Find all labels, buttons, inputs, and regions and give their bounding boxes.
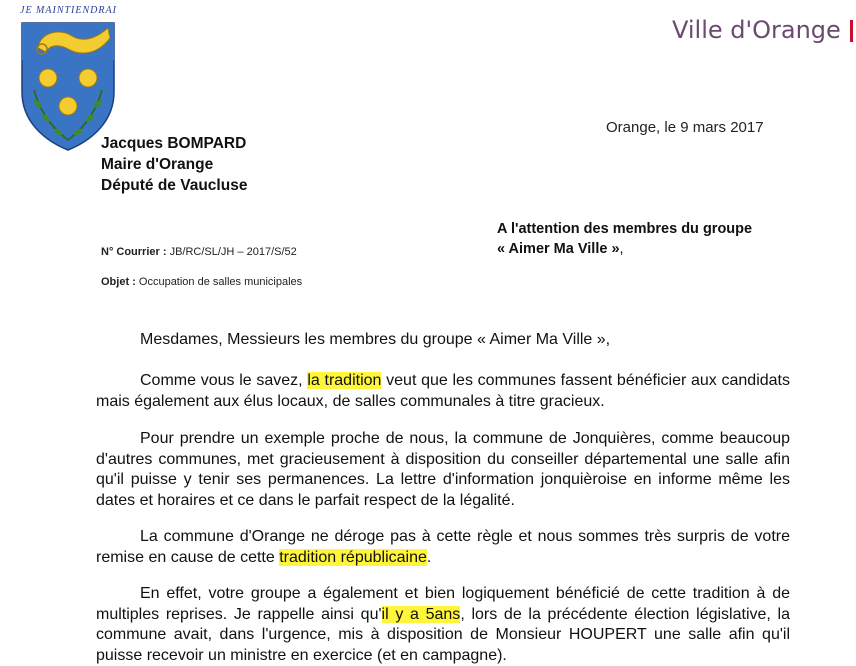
highlight-five-years-ago: il y a 5ans — [381, 605, 461, 623]
paragraph-2 — [96, 429, 790, 511]
courrier-value: JB/RC/SL/JH – 2017/S/52 — [166, 246, 297, 258]
recipient-group-name: « Aimer Ma Ville » — [497, 241, 620, 257]
paragraph-4-rest: , lors de la précédente élection législative, la commune avait, dans l'urgence, mis à disposition de Monsieur HOUPERT une salle afin qu'il puisse recevoir un ministre en exercice (et en campagne). — [96, 605, 790, 664]
paragraph-1 — [96, 371, 790, 412]
highlight-republican-tradition: tradition républicaine — [279, 548, 427, 566]
sender-title-deputy: Député de Vaucluse — [101, 177, 248, 194]
greeting: Mesdames, Messieurs les membres du groupe « Aimer Ma Ville », — [140, 331, 611, 348]
recipient-line-1: A l'attention des membres du groupe — [497, 221, 753, 237]
object-reference — [101, 276, 302, 288]
recipient-comma: , — [619, 241, 624, 257]
coat-of-arms-motto: JE MAINTIENDRAI — [20, 5, 117, 16]
courrier-label: N° Courrier : — [101, 246, 167, 258]
sender-title-mayor: Maire d'Orange — [101, 156, 214, 173]
city-name: Ville d'Orange — [672, 16, 841, 44]
object-label: Objet : — [101, 276, 136, 288]
paragraph-4 — [96, 584, 790, 666]
paragraph-4-start: En effet, votre groupe a également et bien logiquement bénéficié de cette tradition à de multiples reprises. Je rappelle ainsi qu' — [96, 585, 790, 623]
sender-block — [101, 133, 247, 196]
paragraph-3-start: La commune d'Orange ne déroge pas à cette règle et nous sommes très surpris de votre remise en cause de cette — [96, 528, 790, 566]
paragraph-1-rest: veut que les communes fassent bénéficier aux candidats mais également aux élus locaux, de salles communales à titre gracieux. — [96, 372, 791, 410]
object-value: Occupation de salles municipales — [135, 276, 303, 288]
sender-name: Jacques BOMPARD — [101, 135, 247, 152]
city-accent-bar — [850, 20, 853, 42]
letter-date: Orange, le 9 mars 2017 — [606, 119, 764, 136]
recipient-block — [497, 219, 752, 259]
paragraph-3 — [96, 527, 790, 568]
courrier-reference — [101, 246, 297, 258]
highlight-tradition: la tradition — [307, 372, 382, 389]
paragraph-3-end: . — [426, 548, 432, 566]
paragraph-1-start: Comme vous le savez, — [140, 372, 308, 389]
recipient-line-2 — [497, 239, 752, 259]
paragraph-2-text: Pour prendre un exemple proche de nous, la commune de Jonquières, comme beaucoup d'autres communes, met gracieusement à disposition du conseiller départemental une salle afin qu'il puisse y tenir ses permanences. La lettre d'information jonquièroise en informe même les dates et horaires et ce dans le parfait respect de la légalité. — [96, 430, 790, 509]
